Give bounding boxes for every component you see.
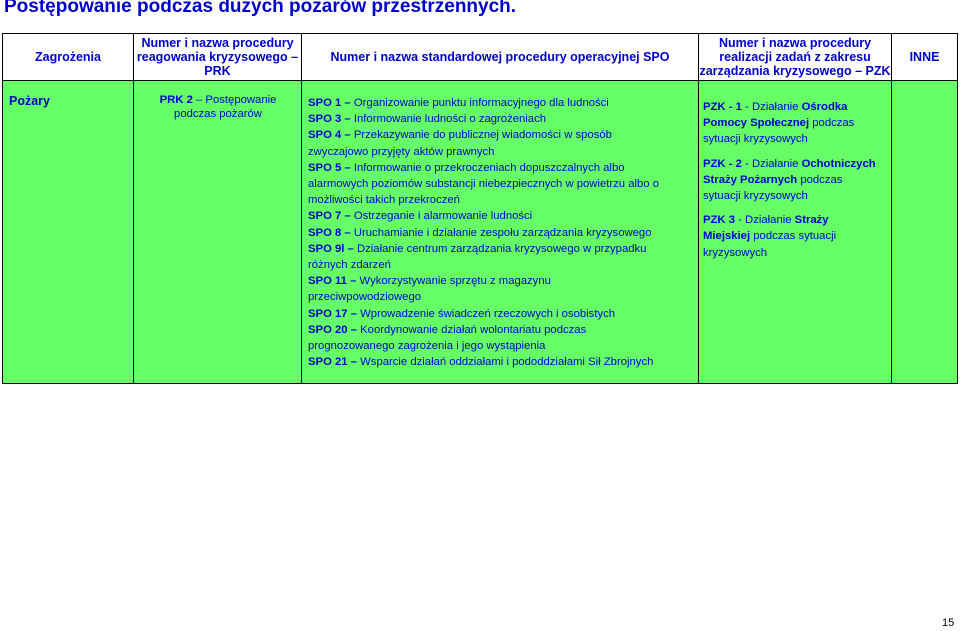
spo-number: 9l – [335, 242, 354, 255]
spo-text: Ostrzeganie i alarmowanie ludności [353, 210, 533, 223]
spo-line [308, 354, 693, 370]
spo-text: Koordynowanie działań wolontariatu podczas [360, 323, 587, 336]
spo-line [308, 338, 693, 354]
header-pzk: Numer i nazwa procedury realizacji zadań z zakresu zarządzania kryzysowego – PZK [699, 34, 892, 81]
header-prk: Numer i nazwa procedury reagowania kryzysowego – PRK [134, 34, 302, 81]
zagrozenie-text: Pożary [9, 94, 50, 108]
pzk-line [703, 212, 886, 228]
spo-line [308, 144, 693, 160]
pzk-segment: - Działanie [741, 101, 802, 113]
pzk-line [703, 245, 886, 261]
spo-code: SPO [308, 275, 332, 288]
spo-code: SPO [308, 97, 332, 109]
spo-number: 20 – [335, 323, 357, 336]
cell-inne [892, 81, 958, 384]
pzk-segment: podczas [809, 117, 855, 130]
pzk-segment: Ochotniczych [801, 157, 876, 170]
table-row [3, 81, 958, 384]
pzk-segment: Straży Pożarnych [703, 173, 798, 186]
spo-text: Wykorzystywanie sprzętu z magazynu [359, 275, 551, 288]
spo-number: 17 – [335, 307, 357, 320]
page-number: 15 [942, 617, 955, 629]
prk-line-1 [140, 93, 296, 107]
spo-text: Informowanie o przekroczeniach dopuszczalnych albo [353, 161, 625, 174]
header-spo: Numer i nazwa standardowej procedury operacyjnej SPO [302, 34, 699, 81]
pzk-block [703, 212, 886, 261]
pzk-line [703, 172, 886, 188]
spo-line [308, 225, 693, 241]
cell-prk [134, 81, 302, 384]
spo-number: 21 – [335, 356, 357, 369]
pzk-segment: podczas [797, 173, 843, 186]
pzk-segment: Pomocy Społecznej [703, 117, 810, 130]
spo-number: 11 – [335, 275, 357, 288]
header-inne: INNE [892, 34, 958, 81]
spo-line [308, 127, 693, 143]
spo-line [308, 273, 693, 289]
spo-text: Wsparcie działań oddziałami i pododdziałami Sił Zbrojnych [360, 356, 654, 369]
cell-spo [302, 81, 699, 384]
spo-text: Wprowadzenie świadczeń rzeczowych i osobistych [360, 307, 616, 320]
spo-number: 7 – [335, 210, 351, 223]
pzk-segment: kryzysowych [703, 246, 768, 259]
cell-zagrozenie [3, 81, 134, 384]
table-header-row [3, 34, 958, 81]
spo-code: SPO [308, 210, 332, 223]
spo-code: SPO [308, 242, 332, 255]
pzk-line [703, 131, 886, 147]
spo-text: zwyczajowo przyjęty aktów prawnych [308, 145, 495, 158]
prk-code: PRK [159, 94, 184, 106]
spo-line [308, 160, 693, 176]
pzk-segment: sytuacji kryzysowych [703, 133, 808, 146]
procedures-table [2, 33, 958, 384]
prk-line-2: podczas pożarów [174, 108, 262, 120]
spo-text: prognozowanego zagrożenia i jego wystąpienia [308, 340, 546, 353]
spo-number: 1 – [335, 97, 351, 109]
pzk-segment: - Działanie [735, 214, 795, 227]
pzk-segment: PZK - 2 [703, 157, 742, 170]
pzk-line [703, 99, 886, 115]
pzk-segment: - Działanie [741, 157, 802, 170]
pzk-line [703, 115, 886, 131]
cell-pzk [699, 81, 892, 384]
spo-number: 4 – [335, 129, 351, 142]
spo-line [308, 241, 693, 257]
spo-text: alarmowych poziomów substancji niebezpiecznych w powietrzu albo o [308, 178, 660, 191]
spo-line [308, 289, 693, 305]
spo-line [308, 176, 693, 192]
spo-code: SPO [308, 226, 332, 239]
pzk-block [703, 99, 886, 148]
page-title: Postępowanie podczas dużych pożarów przestrzennych. [4, 0, 517, 17]
pzk-block [703, 156, 886, 205]
pzk-segment: Straży [794, 214, 829, 227]
pzk-segment: PZK 3 [703, 214, 736, 227]
pzk-segment: Ośrodka [801, 101, 848, 113]
pzk-line [703, 188, 886, 204]
spo-text: Działanie centrum zarządzania kryzysowego w przypadku [356, 242, 647, 255]
spo-text: Organizowanie punktu informacyjnego dla ludności [353, 97, 609, 109]
spo-line [308, 208, 693, 224]
header-zagrozenia: Zagrożenia [3, 34, 134, 81]
spo-number: 5 – [335, 161, 351, 174]
prk-number: 2 [186, 94, 193, 106]
spo-code: SPO [308, 161, 332, 174]
spo-text: możliwości takich przekroczeń [308, 194, 460, 207]
pzk-line [703, 228, 886, 244]
spo-line [308, 257, 693, 273]
spo-code: SPO [308, 307, 332, 320]
spo-line [308, 322, 693, 338]
spo-text: Przekazywanie do publicznej wiadomości w sposób [353, 129, 612, 142]
spo-text: Uruchamianie i działanie zespołu zarządzania kryzysowego [353, 226, 652, 239]
spo-line [308, 95, 693, 111]
prk-name-start: – Postępowanie [196, 94, 277, 106]
spo-code: SPO [308, 129, 332, 142]
spo-number: 8 – [335, 226, 351, 239]
pzk-segment: podczas sytuacji [750, 230, 837, 243]
pzk-segment: Miejskiej [703, 230, 751, 243]
spo-text: przeciwpowodziowego [308, 291, 422, 304]
spo-code: SPO [308, 323, 332, 336]
spo-number: 3 – [335, 113, 351, 126]
spo-line [308, 111, 693, 127]
spo-list [302, 81, 698, 374]
spo-code: SPO [308, 113, 332, 126]
spo-line [308, 192, 693, 208]
pzk-list [699, 81, 891, 265]
pzk-segment: PZK - 1 [703, 101, 742, 113]
spo-text: Informowanie ludności o zagrożeniach [353, 113, 547, 126]
pzk-line [703, 156, 886, 172]
pzk-segment: sytuacji kryzysowych [703, 190, 808, 203]
spo-line [308, 306, 693, 322]
spo-text: różnych zdarzeń [308, 259, 391, 272]
spo-code: SPO [308, 356, 332, 369]
